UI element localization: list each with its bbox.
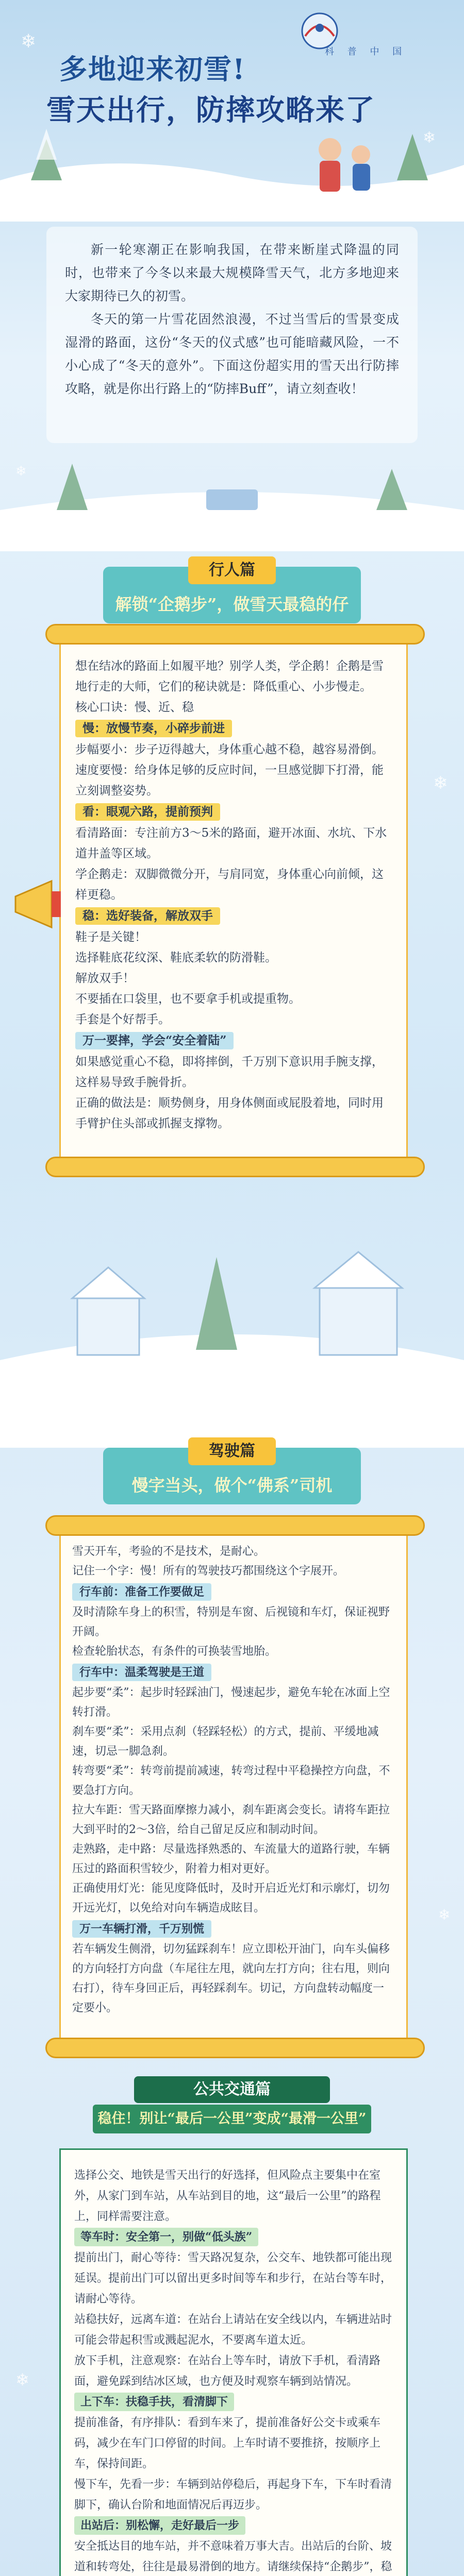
tip-line: 记住一个字：慢！所有的驾驶技巧都围绕这个字展开。 (72, 1565, 345, 1578)
tip-line: 提前准备，有序排队：看到车来了，提前准备好公交卡或乘车码，减少在车门口停留的时间。上车时请不要推挤，按顺序上车，保持间距。 (74, 2416, 381, 2470)
tip-line: 核心口诀：慢、近、稳 (75, 701, 194, 714)
tip-heading: 出站后：别松懈，走好最后一步 (74, 2516, 245, 2535)
transit-tips-box (59, 2148, 408, 2576)
intro-paragraph: 新一轮寒潮正在影响我国，在带来断崖式降温的同时，也带来了今冬以来最大规模降雪天气，北方多地迎来大家期待已久的初雪。 (65, 242, 399, 303)
winter-street-illustration (0, 453, 464, 551)
section-banner-pedestrian (103, 556, 361, 634)
tip-line: 拉大车距：雪天路面摩擦力减小，刹车距离会变长。请将车距拉大到平时的2～3倍，给自己留足反应和制动时间。 (72, 1804, 390, 1836)
header (0, 0, 464, 216)
tip-line: 看清路面：专注前方3～5米的路面，避开冰面、水坑、下水道井盖等区域。 (75, 826, 387, 860)
megaphone-icon (10, 871, 67, 943)
tip-line: 及时清除车身上的积雪，特别是车窗、后视镜和车灯，保证视野开阔。 (72, 1606, 390, 1638)
logo-icon (289, 10, 412, 72)
driving-tips-scroll (59, 1525, 408, 2048)
intro-paragraph: 冬天的第一片雪花固然浪漫，不过当雪后的雪景变成湿滑的路面，这份“冬天的仪式感”也可能暗藏风险，一不小心成了“冬天的意外”。下面这份超实用的雪天出行防摔攻略，就是你出行路上的“防摔Buff”，请立刻查收！ (65, 312, 399, 396)
snowflake-icon: ❄ (21, 31, 37, 52)
tip-line: 手套是个好帮手。 (75, 1013, 170, 1026)
transit-tips-body (74, 2165, 394, 2576)
tip-line: 提前出门，耐心等待：雪天路况复杂，公交车、地铁都可能出现延误。提前出门可以留出更多时间等车和步行，在站台等车时，请耐心等待。 (74, 2251, 392, 2306)
page-title-line1: 多地迎来初雪! (59, 53, 246, 86)
tip-line: 选择公交、地铁是雪天出行的好选择，但风险点主要集中在室外，从家门到车站，从车站到目的地，这“最后一公里”的路程上，同样需要注意。 (74, 2169, 381, 2223)
tip-line: 若车辆发生侧滑，切勿猛踩刹车！应立即松开油门，向车头偏移的方向轻打方向盘（车尾往左甩，就向左打方向；往右甩，则向右打），待车身回正后，再轻踩刹车。切记，方向盘转动幅度一定要小。 (72, 1943, 390, 2014)
snowflake-icon: ❄ (438, 1906, 451, 1923)
logo-text: 科 普 中 国 (325, 46, 407, 57)
tip-line: 正确使用灯光：能见度降低时，及时开启近光灯和示廓灯，切勿开远光灯，以免给对向车辆造成眩目。 (72, 1882, 390, 1914)
tip-line: 检查轮胎状态，有条件的可换装雪地胎。 (72, 1645, 277, 1658)
tip-line: 步幅要小：步子迈得越大，身体重心越不稳，越容易滑倒。 (75, 743, 384, 756)
snowflake-icon: ❄ (15, 2370, 29, 2389)
tip-line: 放下手机，注意观察：在站台上等车时，请放下手机，看清路面，避免踩到结冰区域，也方便及时观察车辆到站情况。 (74, 2354, 381, 2388)
tip-line: 走熟路，走中路：尽量选择熟悉的、车流量大的道路行驶，车辆压过的路面积雪较少，附着力相对更好。 (72, 1843, 390, 1875)
tip-heading: 稳：选好装备，解放双手 (75, 907, 220, 925)
tip-heading: 行车前：准备工作要做足 (72, 1583, 211, 1601)
tip-line: 不要插在口袋里，也不要拿手机或提重物。 (75, 992, 301, 1006)
tip-line: 如果感觉重心不稳，即将摔倒，千万别下意识用手腕支撑，这样易导致手腕骨折。 (75, 1055, 384, 1089)
pedestrian-tips-body (75, 656, 392, 1134)
snowy-town-illustration (0, 1195, 464, 1448)
snowflake-icon: ❄ (423, 129, 436, 147)
section-subtitle: 稳住！别让“最后一公里”变成“最滑一公里” (93, 2105, 371, 2133)
tip-heading: 等车时：安全第一，别做“低头族” (74, 2228, 258, 2246)
tip-line: 鞋子是关键！ (75, 930, 146, 944)
tip-line: 起步要“柔”：起步时轻踩油门，慢速起步，避免车轮在冰面上空转打滑。 (72, 1686, 390, 1719)
section-banner-public-transit: 公共交通篇 (134, 2076, 330, 2103)
tip-line: 正确的做法是：顺势侧身，用身体侧面或屁股着地，同时用手臂护住头部或抓握支撑物。 (75, 1096, 384, 1130)
tip-line: 解放双手！ (75, 972, 135, 985)
tip-heading: 看：眼观六路，提前预判 (75, 803, 220, 821)
intro-box (46, 227, 418, 443)
tip-line: 转弯要“柔”：转弯前提前减速，转弯过程中平稳操控方向盘，不要急打方向。 (72, 1765, 390, 1797)
tip-heading: 上下车：扶稳手扶，看清脚下 (74, 2393, 234, 2411)
tip-line: 雪天开车，考验的不是技术，是耐心。 (72, 1545, 266, 1558)
tip-heading: 万一要摔，学会“安全着陆” (75, 1032, 234, 1049)
snowflake-icon: ❄ (433, 773, 448, 793)
section-tab: 行人篇 (188, 556, 276, 584)
tip-heading: 慢：放慢节奏，小碎步前进 (75, 720, 232, 737)
section-banner-driving (103, 1437, 361, 1515)
tip-line: 学企鹅走：双脚微微分开，与肩同宽，身体重心向前倾，这样更稳。 (75, 868, 384, 902)
section-tab: 驾驶篇 (188, 1437, 276, 1465)
pedestrian-tips-scroll (59, 634, 408, 1167)
section-subtitle: 慢字当头，做个“佛系”司机 (131, 1476, 333, 1495)
tip-line: 速度要慢：给身体足够的反应时间，一旦感觉脚下打滑，能立刻调整姿势。 (75, 764, 384, 798)
tip-line: 想在结冰的路面上如履平地？别学人类，学企鹅！企鹅是雪地行走的大师，它们的秘诀就是：降低重心、小步慢走。 (75, 659, 384, 693)
tip-line: 刹车要“柔”：采用点刹（轻踩轻松）的方式，提前、平缓地减速，切忌一脚急刹。 (72, 1725, 379, 1758)
tip-line: 慢下车，先看一步：车辆到站停稳后，再起身下车，下车时看清脚下，确认台阶和地面情况后再迈步。 (74, 2478, 392, 2512)
section-subtitle: 解锁“企鹅步”，做雪天最稳的仔 (115, 595, 349, 614)
tip-heading: 行车中：温柔驾驶是王道 (72, 1664, 211, 1681)
tip-line: 安全抵达目的地车站，并不意味着万事大吉。出站后的台阶、坡道和转弯处，往往是最易滑倒的地方。请继续保持“企鹅步”，稳 (74, 2540, 392, 2573)
snowflake-icon: ❄ (15, 464, 27, 479)
tip-line: 站稳扶好，远离车道：在站台上请站在安全线以内，车辆进站时可能会带起积雪或溅起泥水，不要离车道太近。 (74, 2313, 392, 2347)
tip-heading: 万一车辆打滑，千万别慌 (72, 1920, 211, 1938)
page-title-line2: 雪天出行，防摔攻略来了 (46, 93, 375, 127)
driving-tips-body (72, 1542, 395, 2018)
tip-line: 选择鞋底花纹深、鞋底柔软的防滑鞋。 (75, 951, 277, 964)
snow-scene-illustration (0, 118, 464, 222)
